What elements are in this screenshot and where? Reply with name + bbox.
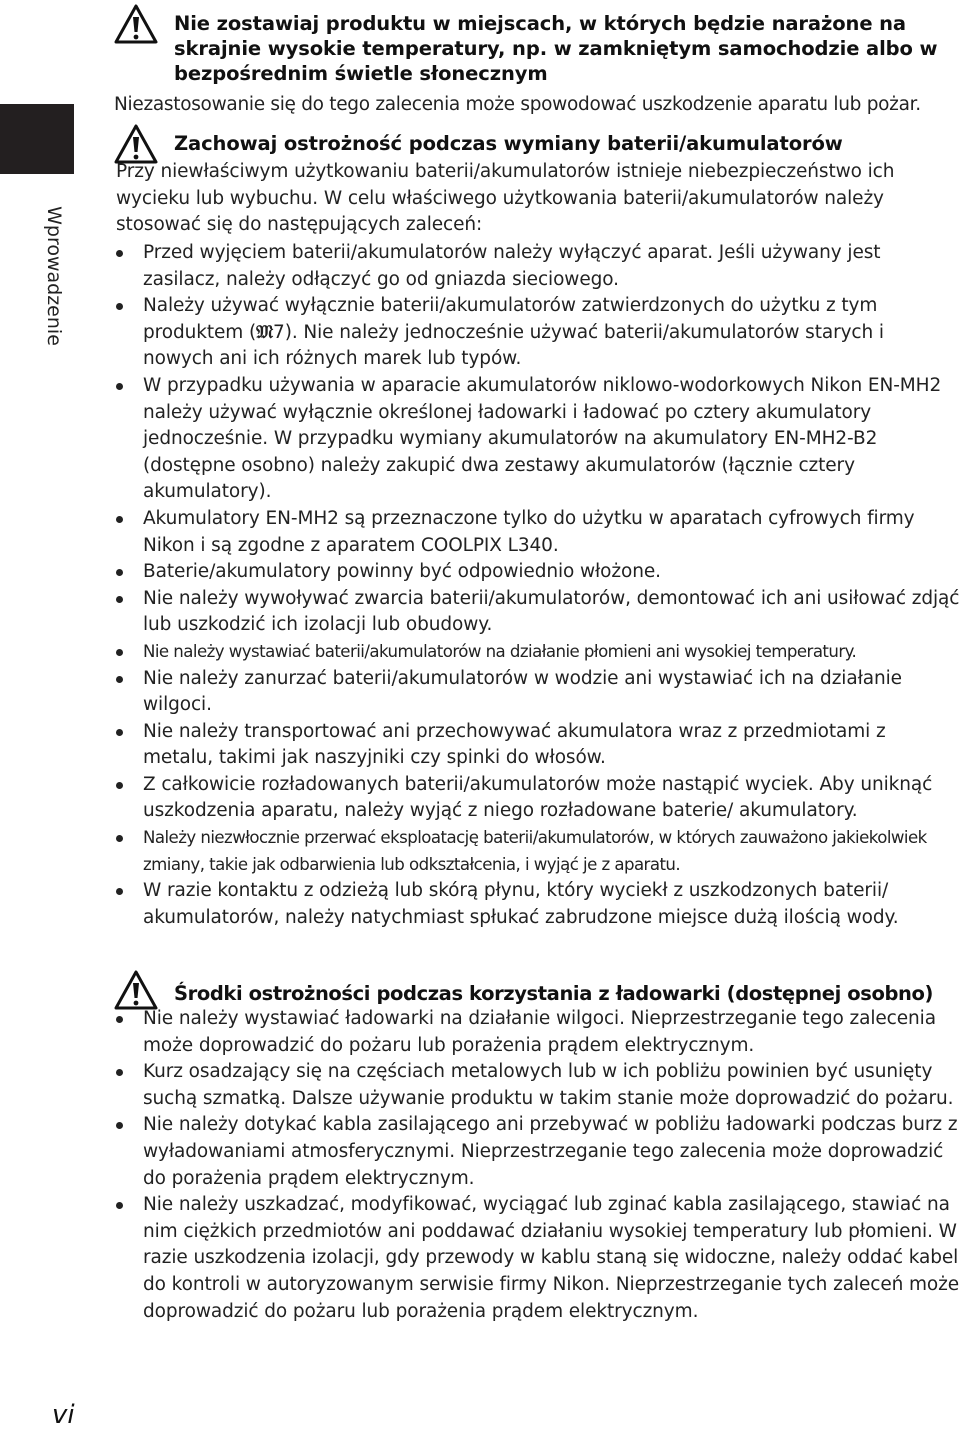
list-item-text: Nie należy dotykać kabla zasilającego ani przebywać w pobliżu ładowarki podczas burz z wyładowaniami atmosferycznymi. Nieprzestrzeganie tego zalecenia może doprowadzić do porażenia prądem elektrycznym. (143, 1114, 958, 1189)
section1-heading: Nie zostawiaj produktu w miejscach, w których będzie narażone na skrajnie wysokie temperatury, np. w zamkniętym samochodzie albo w bezpośrednim świetle słonecznym (174, 12, 938, 85)
list-item-text: Z całkowicie rozładowanych baterii/akumulatorów może nastąpić wyciek. Aby uniknąć uszkodzenia aparatu, należy wyjąć z niego rozładowane baterie/ akumulatory. (143, 773, 933, 822)
list-item-text: Nie należy transportować ani przechowywać akumulatora wraz z przedmiotami z metalu, takimi jak naszyjniki czy spinki do włosów. (143, 720, 886, 769)
list-item (116, 586, 960, 639)
section3-bullet-list (116, 1006, 960, 1325)
list-item-text: Kurz osadzający się na częściach metalowych lub w ich pobliżu powinien być usunięty suchą szmatką. Dalsze używanie produktu w takim stanie może doprowadzić do pożaru. (143, 1061, 954, 1109)
list-item-text: W przypadku używania w aparacie akumulatorów niklowo-wodorkowych Nikon EN-MH2 należy używać wyłącznie określonej ładowarki i ładować po cztery akumulatory jednocześnie. W przypadku wymiany akumulatorów na akumulatory EN-MH2-B2 (dostępne osobno) należy zakupić dwa zestawy akumulatorów (łącznie cztery akumulatory). (143, 374, 942, 503)
section2-intro: Przy niewłaściwym użytkowaniu baterii/akumulatorów istnieje niebezpieczeństwo ich wycieku lub wybuchu. W celu właściwego użytkowania baterii/akumulatorów należy stosować się do następujących zaleceń: (116, 161, 895, 236)
bullet-dot (116, 250, 123, 257)
list-item (116, 293, 960, 373)
list-item (116, 878, 960, 931)
chapter-tab-marker (0, 104, 74, 174)
bullet-dot (116, 1122, 123, 1129)
list-item-text: Nie należy wystawiać ładowarki na działanie wilgoci. Nieprzestrzeganie tego zalecenia może doprowadzić do pożaru lub porażenia prądem elektrycznym. (143, 1008, 936, 1056)
bullet-dot (116, 729, 123, 736)
bullet-dot (116, 516, 123, 523)
list-item (116, 666, 960, 719)
list-item (116, 1112, 960, 1192)
list-item (116, 1006, 960, 1059)
section2-bullet-list (116, 240, 960, 931)
bullet-dot (116, 303, 123, 310)
page-number: vi (52, 1400, 75, 1430)
bullet-dot (116, 782, 123, 789)
list-item-text: Nie należy wywoływać zwarcia baterii/akumulatorów, demontować ich ani usiłować zdjąć lub uszkodzić ich izolacji lub obudowy. (143, 587, 960, 636)
bullet-dot (116, 383, 123, 390)
bullet-dot (116, 1069, 123, 1076)
warning-triangle-icon (114, 970, 158, 1010)
list-item (116, 240, 960, 293)
list-item (116, 772, 960, 825)
list-item (116, 506, 960, 559)
list-item-text: Przed wyjęciem baterii/akumulatorów należy wyłączyć aparat. Jeśli używany jest zasilacz, należy odłączyć go od gniazda sieciowego. (143, 242, 881, 290)
bullet-dot (116, 596, 123, 603)
section1-body: Niezastosowanie się do tego zalecenia może spowodować uszkodzenie aparatu lub pożar. (114, 94, 921, 115)
section2-heading: Zachowaj ostrożność podczas wymiany baterii/akumulatorów (174, 132, 843, 155)
list-item (116, 639, 960, 666)
list-item (116, 719, 960, 772)
list-item-text: Należy niezwłocznie przerwać eksploatację baterii/akumulatorów, w których zauważono jakiekolwiek zmiany, takie jak odbarwienia lub odkształcenia, i wyjąć je z aparatu. (143, 828, 927, 874)
section3-heading: Środki ostrożności podczas korzystania z ładowarki (dostępnej osobno) (174, 982, 933, 1005)
list-item-text: Akumulatory EN-MH2 są przeznaczone tylko do użytku w aparatach cyfrowych firmy Nikon i są zgodne z aparatem COOLPIX L340. (143, 507, 915, 556)
bullet-dot (116, 649, 123, 656)
list-item (116, 825, 960, 878)
list-item (116, 1192, 960, 1325)
bullet-dot (116, 1202, 123, 1209)
chapter-side-label-text: Wprowadzenie (43, 206, 65, 346)
list-item-text: Nie należy uszkadzać, modyfikować, wyciągać lub zginać kabla zasilającego, stawiać na nim ciężkich przedmiotów ani poddawać działaniu wysokiej temperatury lub płomieni. W razie uszkodzenia izolacji, gdy przewody w kablu staną się widoczne, należy oddać kabel do kontroli w autoryzowanym serwisie firmy Nikon. Nieprzestrzeganie tych zaleceń może doprowadzić do pożaru lub porażenia prądem elektrycznym. (143, 1194, 960, 1322)
list-item (116, 1059, 960, 1112)
list-item-text: Należy używać wyłącznie baterii/akumulatorów zatwierdzonych do użytku z tym produktem ( (143, 295, 878, 343)
warning-triangle-icon (114, 124, 158, 164)
list-item-text: Nie należy zanurzać baterii/akumulatorów w wodzie ani wystawiać ich na działanie wilgoci. (143, 667, 902, 716)
list-item-text: Baterie/akumulatory powinny być odpowiednio włożone. (143, 561, 661, 583)
list-item-text: Nie należy wystawiać baterii/akumulatorów na działanie płomieni ani wysokiej temperatury. (143, 641, 857, 661)
bullet-dot (116, 835, 123, 842)
bullet-dot (116, 888, 123, 895)
list-item (116, 559, 960, 586)
bullet-dot (116, 1016, 123, 1023)
list-item-text: W razie kontaktu z odzieżą lub skórą płynu, który wyciekł z uszkodzonych baterii/ akumulatorów, należy natychmiast spłukać zabrudzone miejsce dużą ilością wody. (143, 880, 899, 928)
page-reference-number: 7 (273, 321, 285, 343)
bullet-dot (116, 569, 123, 576)
list-item (116, 373, 960, 506)
warning-triangle-icon (114, 4, 158, 44)
bullet-dot (116, 676, 123, 683)
list-item-text-continued: ). Nie należy jednocześnie używać baterii/akumulatorów starych i nowych ani ich różnych marek lub typów. (143, 321, 884, 370)
book-reference-icon: 𝔐 (256, 321, 274, 343)
chapter-side-label (24, 196, 84, 356)
